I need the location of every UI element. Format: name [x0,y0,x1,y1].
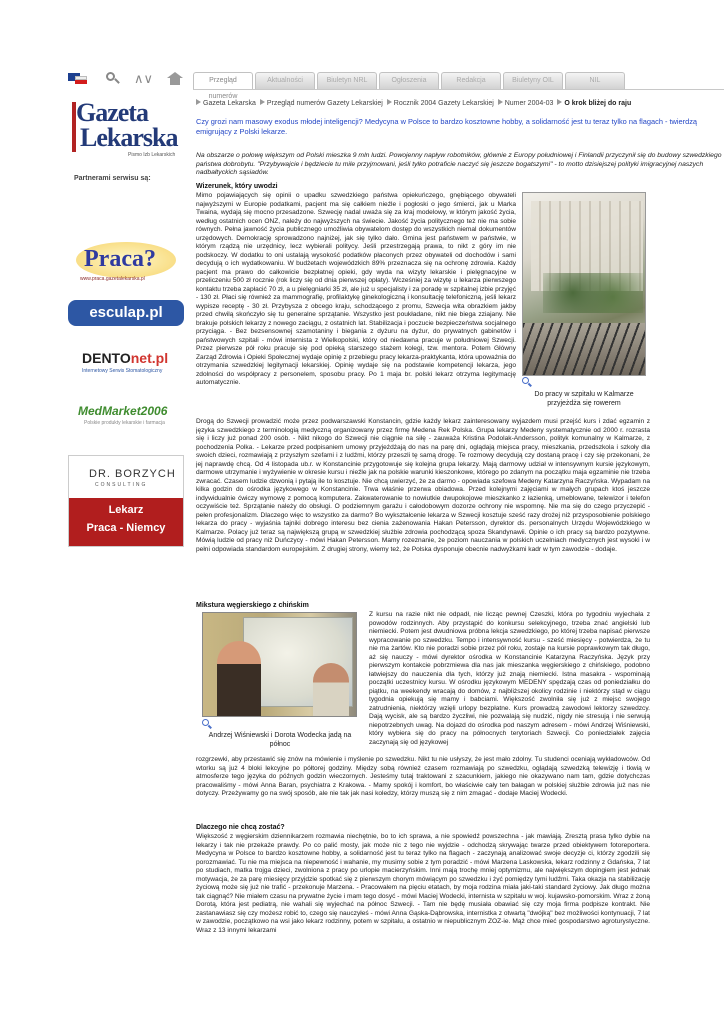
breadcrumb-item[interactable]: Gazeta Lekarska [203,100,256,107]
dentonet-logo-b: net.pl [130,350,169,366]
breadcrumb-arrow-icon [498,99,503,105]
borzych-bottom [69,498,183,546]
breadcrumb-arrow-icon [387,99,392,105]
map-photo[interactable] [202,612,357,717]
praca-url: www.praca.gazetalekarska.pl [80,276,145,282]
tab-nil[interactable]: NIL [565,72,625,89]
tab-przeglad-numerow[interactable]: Przegląd numerów [193,72,253,89]
dentonet-logo-a: DENTO [82,350,131,366]
borzych-line2: Praca - Niemcy [86,522,166,534]
zoom-icon[interactable] [522,377,532,387]
borzych-top [69,456,183,498]
praca-banner[interactable] [68,240,184,284]
section2-text: Z kursu na razie nikt nie odpadł, nie licząc pewnej Czeszki, która po tygodniu wyjechała z powodów rodzinnych. Aby przystąpić do konkursu selekcyjnego, trzeba znać angielski lub niemiecki. Potem jest dwudniowa próbna lekcja szwedzkiego, po której trzeba napisać pierwsze wypracowanie po szwedzku. Tempo i intensywność kursu - sześć miesięcy - potwierdza, że tu nie ma żartów. Kto nie poradzi sobie przez pół roku, zostaje na kursie poprawkowym tak długo, aż się nauczy - mówi dyrektor ośrodka w Konstancinie Katarzyna Raczyńska. Język przy pierwszym kontakcie pobrzmiewa dla nas jak mieszanka węgierskiego z chińskiego, podobno łatwiejszy do nauczenia dla tych, którzy już znają niemiecki. Istna masakra - wspominają początki uczestnicy kursu. W ośrodku językowym MEDENY spędzają czas od poniedziałku do piątku, na weekendy wracają do domów, z najbliższej okolicy rodzinie i niektórzy stąd w ciągu tygodnia opiekują się mamy i babciami. Większość zwolniła się już z miejsc swojego zatrudnienia, niektórzy wzięli urlopy bezpłatne. Kurs prowadzą zawodowi lektorzy szwedzcy. Dają wycisk, ale są bardzo życzliwi, nie pozwalają się nudzić, nigdy nie stresują i nie serwują niepotrzebnych uwag. Na dojazd do ośrodka pod naszym adresem - mówi Andrzej Wiśniewski, który wybiera się do pracy na północnych terytoriach Szwecji. Co poniedziałek zajęcia zaczynają się od językowej [369,611,650,746]
article-intro: Na obszarze o połowę większym od Polski mieszka 9 mln ludzi. Powojenny napływ robotników, głównie z Europy południowej i Finlandii przyczynił się do budowy szwedzkiego państwa dobrobytu. "Przybywajcie i będziecie tu mile przyjmowani, jeśli tylko potraficie naczyć się jeszcze bogatszymi" - to motto dzisiejszej polityki imigracyjnej naszych nadbałtyckich sąsiadów. [196,152,722,176]
section3-text: Większość z węgierskim dziennikarzem rozmawia niechętnie, bo to ich sprawa, a nie spowiedź powszechna - jak mawiają. Zresztą prasa tylko dybie na lekarzy i tak nie przekaże prawdy. Po co palić mosty, jak może nic z tego nie wyjdzie - odchodzą skrywając twarze przed obiektywem fotoreportera. Medycyna w Polsce to bardzo kosztowne hobby, a solidarność jest tu teraz tylko na flagach - zaczynają analizować swoje decyzje ci, którzy zgodzili się porozmawiać. Tu nie ma miejsca na niepewność i wahanie, my musimy sobie z tym poradzić - mówi Marzena Laskowska, lekarz rodzinny z Gdańska, 7 lat po studiach, matka trojga dzieci, zwolniona z pracy po urlopie macierzyńskim. Inni mają trochę mniej optymizmu, ale największym dopingiem jest jednak motywacja, że za parę miesięcy przyjdzie spotkać się z pierwszym chorym mówiącym po szwedzku i żyć pomiędzy tymi ludźmi. Taka okazja na stabilizację życiową może się już nie trafić - przekonuje Marzena. - Pracowałem na pięciu etatach, by moja rodzina miała jaki-taki standard życiowy. Jak długo można tak ciągnąć? Nie miałem czasu na prywatne życie i mam tego dosyć - mówi Maciej Wodecki, internista w szpitalu w woj. kujawsko-pomorskim. Wraz z żoną Dorotą, która jest pediatrą, nie wahali się wyjechać na północ Szwecji. - Tam nie będę musiała obawiać się czy moja firma podpisze kontrakt. Nie zastanawiasz się czy możesz robić to, czego się nauczyłeś - mówi Anna Gąska-Dąbrowska, internistka z otwartą "dwójką" bez możliwości kontynuacji, 7 lat w zawodzie, początkowo na wsi jako lekarz rodzinny, potem w szpitalu, a ostatnio w niepublicznym ZOZ-ie. Mąż chce mieć gospodarstwo agroturystyczne. Wraz z 13 innymi lekarzami [196,833,650,934]
dentonet-logo [82,350,168,366]
borzych-line1: Lekarz [108,504,144,516]
tab-biuletyny-oil[interactable]: Biuletyny OIL [503,72,563,89]
section-heading: Wizerunek, który uwodzi [196,183,278,190]
medmarket-sub: Polskie produkty lekarskie i farmacja [84,420,165,426]
section-heading: Mikstura węgierskiego z chińskim [196,602,309,609]
partners-label: Partnerami serwisu są: [74,175,151,182]
dentonet-banner[interactable] [68,348,184,376]
nav-tabs [193,72,627,100]
photo-woman [313,663,349,717]
breadcrumb-item[interactable]: Rocznik 2004 Gazety Lekarskiej [393,100,494,107]
breadcrumb [196,99,724,107]
breadcrumb-item[interactable]: Numer 2004-03 [504,100,554,107]
photo-tree [543,273,643,313]
tab-divider [193,89,724,90]
search-icon[interactable] [104,72,122,86]
section2-text-wide: rozgrzewki, aby przestawić się znów na mówienie i myślenie po szwedzku. Nikt tu nie usłyszy, że jest mało zdolny. Tu studenci oceniają wykładowców. Od wtorku są już 4 bloki lekcyjne po półtorej godziny. Między sobą również czasem rozmawiają po szwedzku, oglądają szwedzką telewizję i tkwią w atmosferze tego języka do późnych godzin wieczornych. Jesteśmy tutaj traktowani z szacunkiem, jakiego nie okazywano nam tam, gdzie dotychczas pracowaliśmy - mówi Anna Baran, psychiatra z Krakowa. - Mamy spokój i komfort, bo właściwie cały ten bałagan w polskiej służbie zdrowia już nas nie dotyczy. Przeżywamy go na swój sposób, ale nie tak jak nasi koledzy, którzy muszą się z nim zmagać - dodaje Maciej Wodecki. [196,756,650,797]
breadcrumb-arrow-icon [260,99,265,105]
photo-caption: Andrzej Wiśniewski i Dorota Wodecka jadą na północ [208,732,352,748]
site-logo[interactable] [68,96,184,162]
zoom-icon[interactable] [202,719,212,729]
breadcrumb-arrow-icon [196,99,201,105]
dentonet-sub: Internetowy Serwis Stomatologiczny [82,368,163,374]
top-icon-bar [68,72,188,88]
breadcrumb-item[interactable]: Przegląd numerów Gazety Lekarskiej [266,100,383,107]
article-lead: Czy grozi nam masowy exodus młodej inteligencji? Medycyna w Polsce to bardzo kosztowne hobby, a solidarność jest tu teraz tylko na flagach - twierdzą emigrujący z Polski lekarze. [196,117,698,136]
flag-icon[interactable] [68,72,86,86]
photo-man [217,641,261,717]
borzych-banner[interactable] [68,455,184,547]
bicycles-photo[interactable] [522,192,646,376]
logo-line1: Gazeta [76,98,148,127]
tab-aktualnosci[interactable]: Aktualności [255,72,315,89]
tab-biuletyn-nrl[interactable]: Biuletyn NRL [317,72,377,89]
logo-line2: Lekarska [80,123,178,152]
tab-ogloszenia[interactable]: Ogłoszenia [379,72,439,89]
tab-redakcja[interactable]: Redakcja [441,72,501,89]
medmarket-banner[interactable] [68,402,184,428]
home-icon[interactable] [166,72,184,86]
praca-title: Praca? [84,246,156,272]
section1-text-wide: Drogą do Szwecji prowadzić może przez podwarszawski Konstancin, gdzie każdy lekarz zainteresowany wyjazdem musi przejść kurs i zdać egzamin z języka szwedzkiego z terminologią medyczną organizowany przez firmę Medena Rek Polska. Grupa lekarzy Medeny systematycznie od 2000 r. rozrasta się i liczy już ponad 200 osób. - Nikt nikogo do Szwecji nie ciągnie na siłę - zauważa Kristina Podolak-Andersson, polityk komunalny w Kalmarze, z pochodzenia Polka. - Lekarze przed podpisaniem umowy przyjeżdżają do nas na parę dni, oglądają miejsca pracy, mieszkania, przedszkola i szkoły dla swoich dzieci, rozmawiają z przyszłym szefami i z ludźmi, którzy przeszli tę samą drogę. Te rozmowy decydują czy dostaną pracę i czy się przekonani, że jej naprawdę chcą. Od 4 listopada ub.r. w Konstancinie przygotowuje się kolejna grupa lekarzy. Mają darmowy udział w intensywnym kursie językowym, darmowe utrzymanie i wyżywienie w okresie kursu i nieźle jak na polskie warunki kieszonkowe, którego po zdanym na początku maja egzaminie nie trzeba zwracać. Czasem ludzie dzwonią i pytają ile to kosztuje. Nie chcą uwierzyć, że za darmo - opowiada szefowa Medeny Katarzyna Raczyńska. Wypadam na kilka godzin do ośrodka językowego w Konstancinie. Trwa właśnie przerwa obiadowa. Przed kolejnymi zajęciami w małych grupach ktoś jeszcze indywidualnie ćwiczy wymowę z pomocą komputera. Zakwaterowanie to nowiutkie dwupokojowe mieszkanko z łazienką, umeblowane, telewizor i telefon oczywiście też. Sprzątanie należy do obsługi. O podziemnym garażu i całodobowym dozorze ochrony nie wspomnę. Nie ma się do czego przyczepić - pełen profesjonalizm. Dlaczego więc to wszystko za darmo? Bo wykształcenie lekarza w Szwecji kosztuje sześć razy drożej niż przysposobienie polskiego lekarza do pracy - wyjaśnia tajniki dobrego interesu bez cienia zażenowania Hakan Petersson, dyrektor ds. personalnych Urzędu Wojewódzkiego w Kalmarze. Polacy już teraz są największą grupą w szwedzkiej służbie zdrowia pochodzącą spoza Skandynawii. Opinie o ich pracy są bardzo pozytywne. Mówią ludzie od pracy niż Duńczycy - mówi Hakan Petersson. Mamy rozeznanie, że poziom nauczania w polskich uczelniach medycznych jest wysoki i w pełni odpowiada standardom europejskim. Z drugiej strony, wiemy też, że Polska dysponuje obecnie nadwyżkami kadr w tym zawodzie - dodaje. [196,418,650,553]
borzych-name: DR. BORZYCH [89,468,176,480]
logo-tagline: Pismo Izb Lekarskich [128,152,176,158]
esculap-banner[interactable]: esculap.pl [68,300,184,326]
section1-text: Mimo pojawiających się opinii o upadku szwedzkiego państwa opiekuńczego, gnębiącego obywateli najwyższymi w Europie podatkami, pacjent ma się całkiem nieźle i pogłoski o jego śmierci, jak u Marka Twaina, wydają się mocno przesadzone. Szwecję nadal uważa się za kraj modelowy, w którym jakość życia, według ostatnich ocen ONZ, należy do najwyższych na świecie. Jakość życia politycznego też nie ma sobie równych. Pełna jawność życia publicznego umożliwia obywatelom dostęp do wszystkich niemal dokumentów urzędowych. Demokrację sprowadzono najniżej, jak się tylko dało. Gmina jest państwem w państwie, w którym rządzą nie urzędnicy, lecz wybierali politycy. Jeśli przestrzegają prawa, to nikt z góry im nie podskoczy. W dodatku to oni ustalają wysokość podatków płaconych przez obywateli od dochodów i sami decydują o ich wydatkowaniu. W budżetach wojewódzkich 89% przeznacza się na ochronę zdrowia. Każdy pacjent ma prawo do całkowicie bezpłatnej opieki, gdy wyda na wizyty lekarskie i pielęgnacyjne w przeliczeniu 500 zł rocznie (rok liczy się od dnia pierwszej opłaty). Wcześniej za wizytę u lekarza pierwszego kontaktu trzeba zapłacić 70 zł, a u pielęgniarki 35 zł, ale już u specjalisty i za poradę w szpitalnej izbie przyjęć - 130 zł. Płaci się również za mammografię, profilaktykę ginekologiczną i konsultację telefoniczną, jeśli lekarz wypisze receptę - 30 zł. Przybysza z obcego kraju, schodzącego z promu, Szwecja wita obrazkiem jakby przed chwilą skończyło się tu generalne sprzątanie. Wszystko jest poukładane, nikt nie biega zziajany. Nie brakuje polskich lekarzy z nowego zaciągu, z ostatnich lat. Stabilizacja i poczucie bezpieczeństwa socjalnego przyciąga. - Bez bezsensownej szamotaniny i biegania z dyżuru na dyżur, do prywatnych gabinetów i państwowych szpitali - mówi internista z Wielkopolski, który od niedawna pracuje w południowej Szwecji. Przez pierwsze pół roku pracuje się pod opieką starszego stażem kolegi, tzw. mentora. Potem Główny Zarząd Zdrowia i Opieki Społecznej wydaje opinię z przebiegu pracy lekarza-praktykanta, która upoważnia do otrzymania szwedzkiej legitymacji lekarskiej. Opinię wydaje się na podstawie kompetencji lekarza, jego zdolności do współpracy z personelem, sposobu pracy. Po 1 maja br. polski lekarz otrzyma legitymację automatycznie. [196,192,516,386]
bird-icon[interactable]: ∧∨ [134,71,154,86]
photo-caption: Do pracy w szpitalu w Kalmarze przyjeżdża się rowerem [534,391,634,407]
breadcrumb-current: O krok bliżej do raju [564,100,632,107]
section-heading: Dlaczego nie chcą zostać? [196,824,285,831]
medmarket-logo: MedMarket2006 [78,404,168,418]
photo-bicycles [523,323,646,376]
borzych-consulting: CONSULTING [95,482,148,488]
breadcrumb-arrow-icon [557,99,562,105]
